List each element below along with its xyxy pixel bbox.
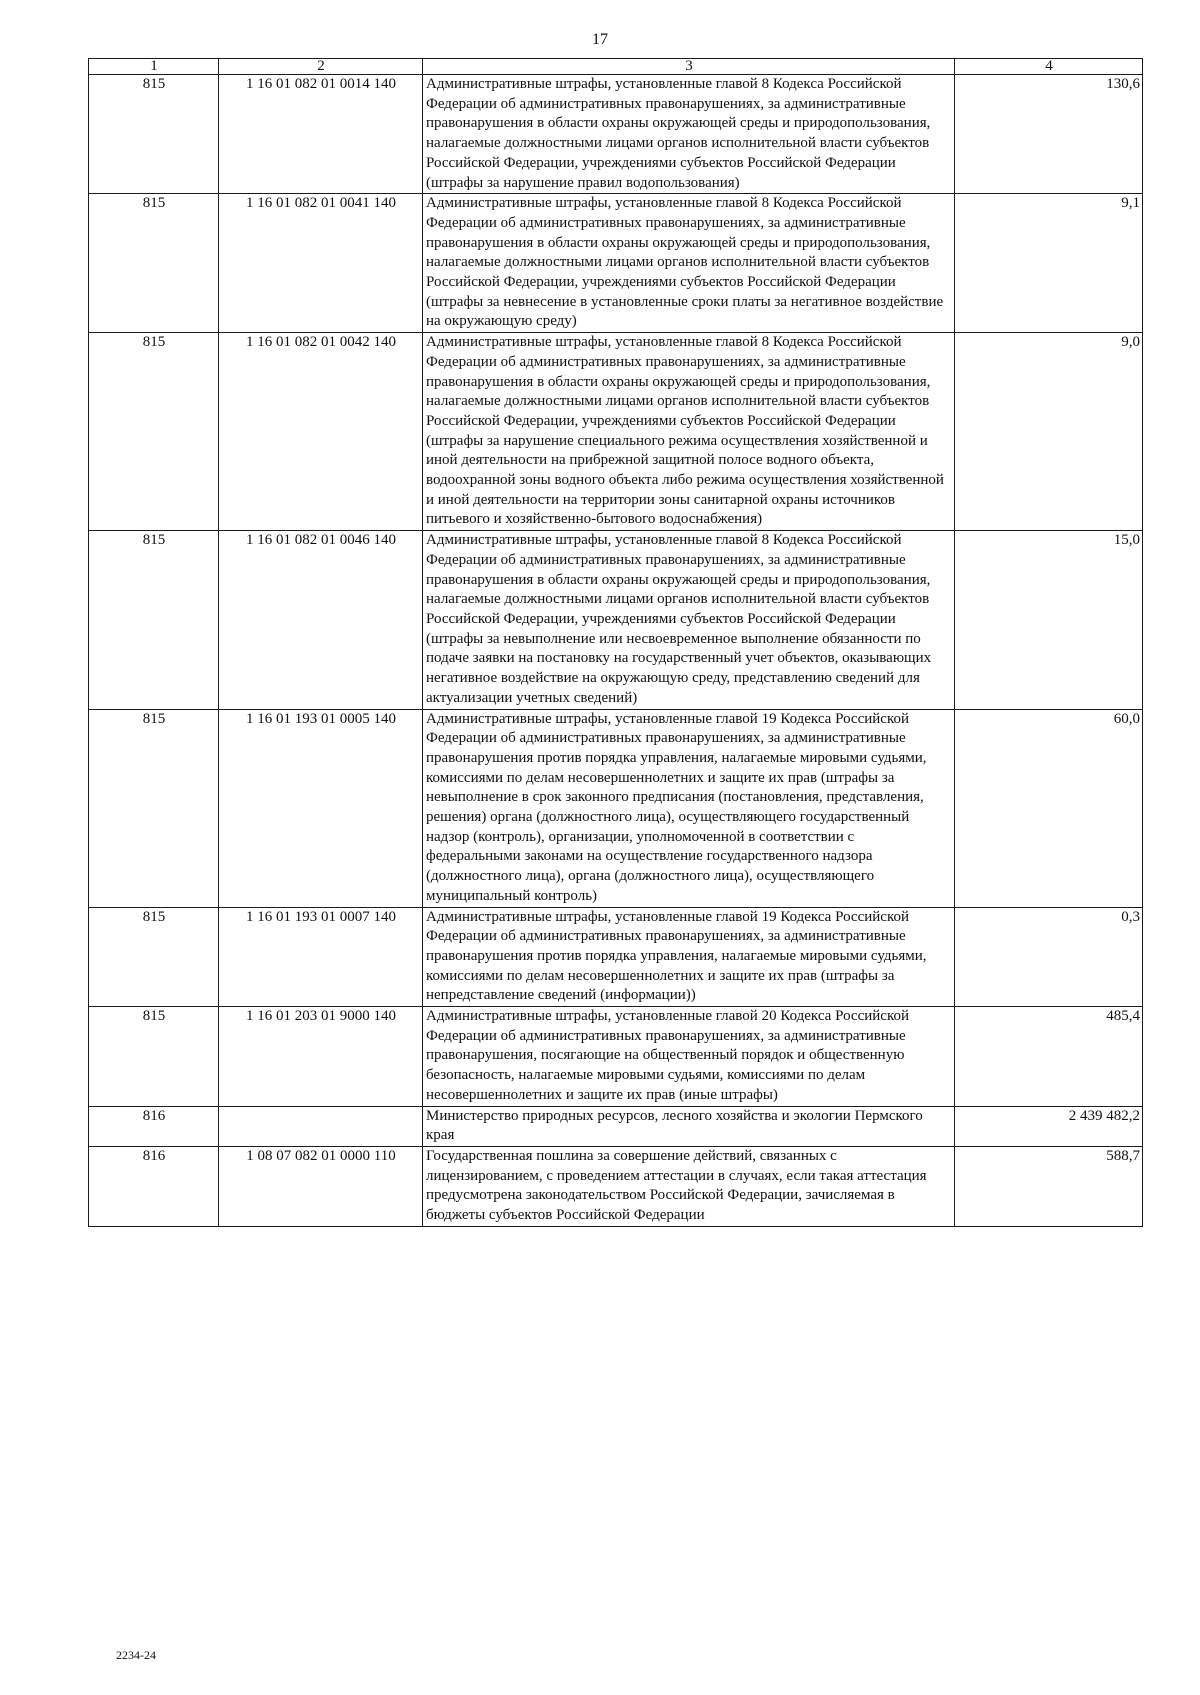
budget-code-cell: 1 16 01 082 01 0041 140 (219, 194, 423, 333)
budget-code-cell (219, 1106, 423, 1146)
budget-code-cell: 1 16 01 082 01 0014 140 (219, 75, 423, 194)
budget-code-cell: 1 16 01 082 01 0046 140 (219, 531, 423, 709)
budget-code-cell: 1 16 01 193 01 0005 140 (219, 709, 423, 907)
revenue-name-cell: Административные штрафы, установленные главой 8 Кодекса Российской Федерации об административных правонарушениях, за административные правонарушения в области охраны окружающей среды и природопользования, налагаемые должностными лицами органов исполнительной власти субъектов Российской Федерации, учреждениями субъектов Российской Федерации (штрафы за невыполнение или несвоевременное выполнение обязанности по подаче заявки на постановку на государственный учет объектов, оказывающих негативное воздействие на окружающую среду, представлению сведений для актуализации учетных сведений) (423, 531, 955, 709)
table-row (89, 1007, 1143, 1107)
amount-cell: 130,6 (955, 75, 1143, 194)
amount-cell: 2 439 482,2 (955, 1106, 1143, 1146)
header-row (89, 59, 1143, 75)
budget-code-cell: 1 16 01 082 01 0042 140 (219, 333, 423, 531)
revenue-name-cell: Административные штрафы, установленные главой 8 Кодекса Российской Федерации об административных правонарушениях, за административные правонарушения в области охраны окружающей среды и природопользования, налагаемые должностными лицами органов исполнительной власти субъектов Российской Федерации, учреждениями субъектов Российской Федерации (штрафы за нарушение правил водопользования) (423, 75, 955, 194)
document-code: 2234-24 (116, 1648, 156, 1662)
admin-code-cell: 815 (89, 907, 219, 1007)
revenue-name-cell: Административные штрафы, установленные главой 19 Кодекса Российской Федерации об административных правонарушениях, за административные правонарушения против порядка управления, налагаемые мировыми судьями, комиссиями по делам несовершеннолетних и защите их прав (штрафы за невыполнение в срок законного предписания (постановления, представления, решения) органа (должностного лица), осуществляющего государственный надзор (контроль), организации, уполномоченной в соответствии с федеральными законами на осуществление государственного надзора (должностного лица), органа (должностного лица), осуществляющего муниципальный контроль) (423, 709, 955, 907)
admin-code-cell: 815 (89, 194, 219, 333)
revenue-name-cell: Административные штрафы, установленные главой 8 Кодекса Российской Федерации об административных правонарушениях, за административные правонарушения в области охраны окружающей среды и природопользования, налагаемые должностными лицами органов исполнительной власти субъектов Российской Федерации, учреждениями субъектов Российской Федерации (штрафы за нарушение специального режима осуществления хозяйственной и иной деятельности на прибрежной защитной полосе водного объекта, водоохранной зоны водного объекта либо режима осуществления хозяйственной и иной деятельности на территории зоны санитарной охраны источников питьевого и хозяйственно-бытового водоснабжения) (423, 333, 955, 531)
table-body (89, 75, 1143, 1227)
table-row (89, 194, 1143, 333)
amount-cell: 588,7 (955, 1146, 1143, 1226)
admin-code-cell: 815 (89, 1007, 219, 1107)
column-header-4: 4 (955, 59, 1143, 75)
admin-code-cell: 816 (89, 1106, 219, 1146)
admin-code-cell: 815 (89, 75, 219, 194)
table-row (89, 1146, 1143, 1226)
table-row (89, 709, 1143, 907)
table-row (89, 75, 1143, 194)
amount-cell: 485,4 (955, 1007, 1143, 1107)
amount-cell: 0,3 (955, 907, 1143, 1007)
revenue-name-cell: Министерство природных ресурсов, лесного хозяйства и экологии Пермского края (423, 1106, 955, 1146)
revenue-name-cell: Административные штрафы, установленные главой 8 Кодекса Российской Федерации об административных правонарушениях, за административные правонарушения в области охраны окружающей среды и природопользования, налагаемые должностными лицами органов исполнительной власти субъектов Российской Федерации, учреждениями субъектов Российской Федерации (штрафы за невнесение в установленные сроки платы за негативное воздействие на окружающую среду) (423, 194, 955, 333)
admin-code-cell: 815 (89, 709, 219, 907)
table-row (89, 333, 1143, 531)
column-header-1: 1 (89, 59, 219, 75)
admin-code-cell: 815 (89, 333, 219, 531)
column-header-2: 2 (219, 59, 423, 75)
budget-code-cell: 1 08 07 082 01 0000 110 (219, 1146, 423, 1226)
amount-cell: 60,0 (955, 709, 1143, 907)
revenue-name-cell: Административные штрафы, установленные главой 19 Кодекса Российской Федерации об административных правонарушениях, за административные правонарушения против порядка управления, налагаемые мировыми судьями, комиссиями по делам несовершеннолетних и защите их прав (штрафы за непредставление сведений (информации)) (423, 907, 955, 1007)
table-row (89, 907, 1143, 1007)
budget-code-cell: 1 16 01 203 01 9000 140 (219, 1007, 423, 1107)
table-row (89, 1106, 1143, 1146)
amount-cell: 15,0 (955, 531, 1143, 709)
revenue-table (88, 58, 1143, 1227)
column-header-3: 3 (423, 59, 955, 75)
admin-code-cell: 815 (89, 531, 219, 709)
revenue-name-cell: Государственная пошлина за совершение действий, связанных с лицензированием, с проведением аттестации в случаях, если такая аттестация предусмотрена законодательством Российской Федерации, зачисляемая в бюджеты субъектов Российской Федерации (423, 1146, 955, 1226)
table-row (89, 531, 1143, 709)
budget-code-cell: 1 16 01 193 01 0007 140 (219, 907, 423, 1007)
page-number: 17 (592, 31, 608, 48)
table-header (89, 59, 1143, 75)
amount-cell: 9,1 (955, 194, 1143, 333)
amount-cell: 9,0 (955, 333, 1143, 531)
admin-code-cell: 816 (89, 1146, 219, 1226)
revenue-name-cell: Административные штрафы, установленные главой 20 Кодекса Российской Федерации об административных правонарушениях, за административные правонарушения, посягающие на общественный порядок и общественную безопасность, налагаемые мировыми судьями, комиссиями по делам несовершеннолетних и защите их прав (иные штрафы) (423, 1007, 955, 1107)
